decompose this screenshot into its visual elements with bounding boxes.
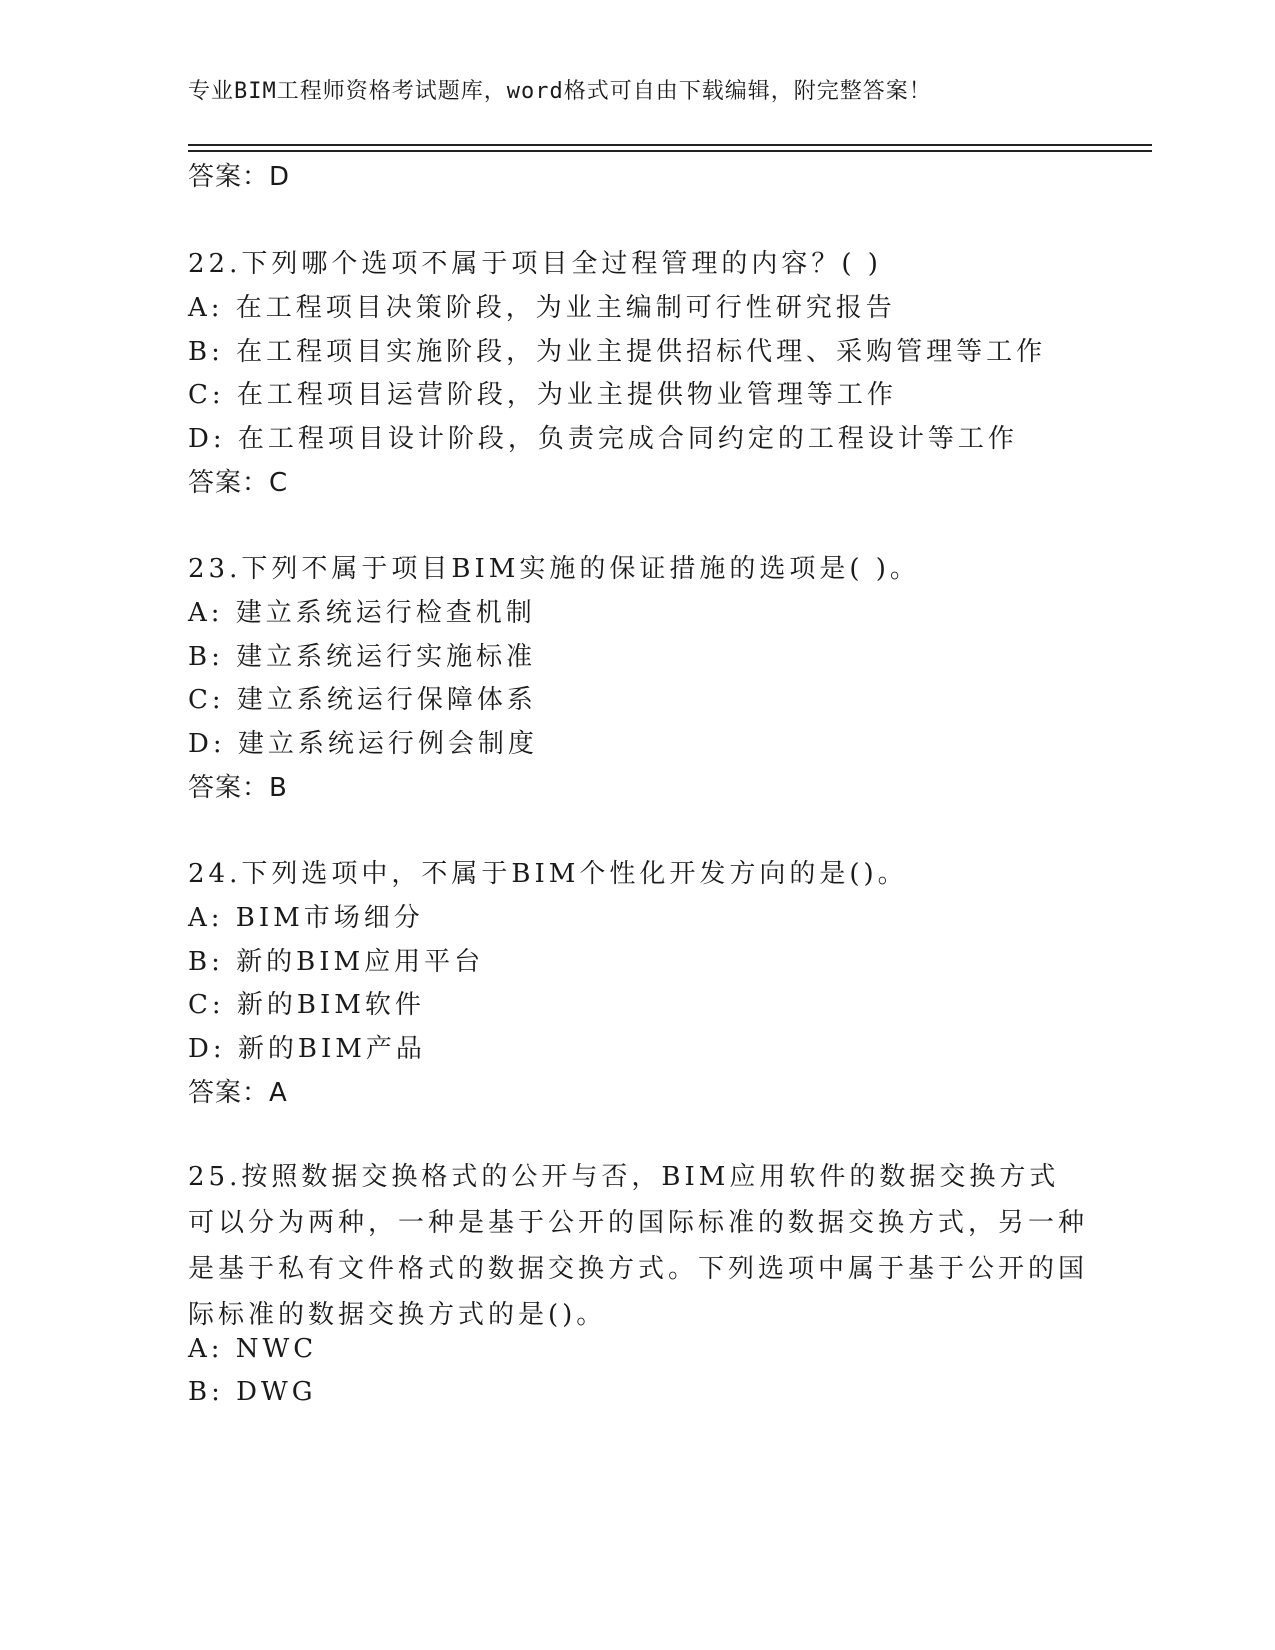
option-d: D: 建立系统运行例会制度 — [188, 729, 538, 759]
option-d: D: 新的BIM产品 — [188, 1034, 426, 1064]
option-b: B: 新的BIM应用平台 — [188, 947, 485, 977]
option-d: D: 在工程项目设计阶段，负责完成合同约定的工程设计等工作 — [188, 424, 1018, 454]
answer-label: 答案：C — [188, 468, 289, 498]
question-stem: 22.下列哪个选项不属于项目全过程管理的内容？( ) — [188, 249, 882, 279]
answer-label: 答案：D — [188, 162, 291, 192]
option-a: A: NWC — [188, 1334, 318, 1364]
option-a: A: 建立系统运行检查机制 — [188, 598, 536, 628]
page-header: 专业BIM工程师资格考试题库，word格式可自由下载编辑，附完整答案！ — [188, 79, 932, 104]
option-a: A: BIM市场细分 — [188, 903, 424, 933]
header-rule-bottom — [188, 150, 1152, 152]
option-c: C: 在工程项目运营阶段，为业主提供物业管理等工作 — [188, 380, 897, 410]
answer-label: 答案：A — [188, 1078, 288, 1108]
option-b: B: 建立系统运行实施标准 — [188, 642, 537, 672]
option-b: B: DWG — [188, 1377, 317, 1407]
option-c: C: 新的BIM软件 — [188, 990, 425, 1020]
option-c: C: 建立系统运行保障体系 — [188, 685, 537, 715]
option-b: B: 在工程项目实施阶段，为业主提供招标代理、采购管理等工作 — [188, 337, 1047, 367]
question-stem: 23.下列不属于项目BIM实施的保证措施的选项是( )。 — [188, 554, 920, 584]
answer-label: 答案：B — [188, 773, 288, 803]
option-a: A: 在工程项目决策阶段，为业主编制可行性研究报告 — [188, 293, 896, 323]
question-stem: 25.按照数据交换格式的公开与否，BIM应用软件的数据交换方式可以分为两种，一种是基于公开的国际标准的数据交换方式，另一种是基于私有文件格式的数据交换方式。下列选项中属于基于公开的国际标准的数据交换方式的是()。 — [188, 1162, 1089, 1330]
question-stem: 24.下列选项中，不属于BIM个性化开发方向的是()。 — [188, 859, 908, 889]
header-rule-top — [188, 144, 1152, 146]
